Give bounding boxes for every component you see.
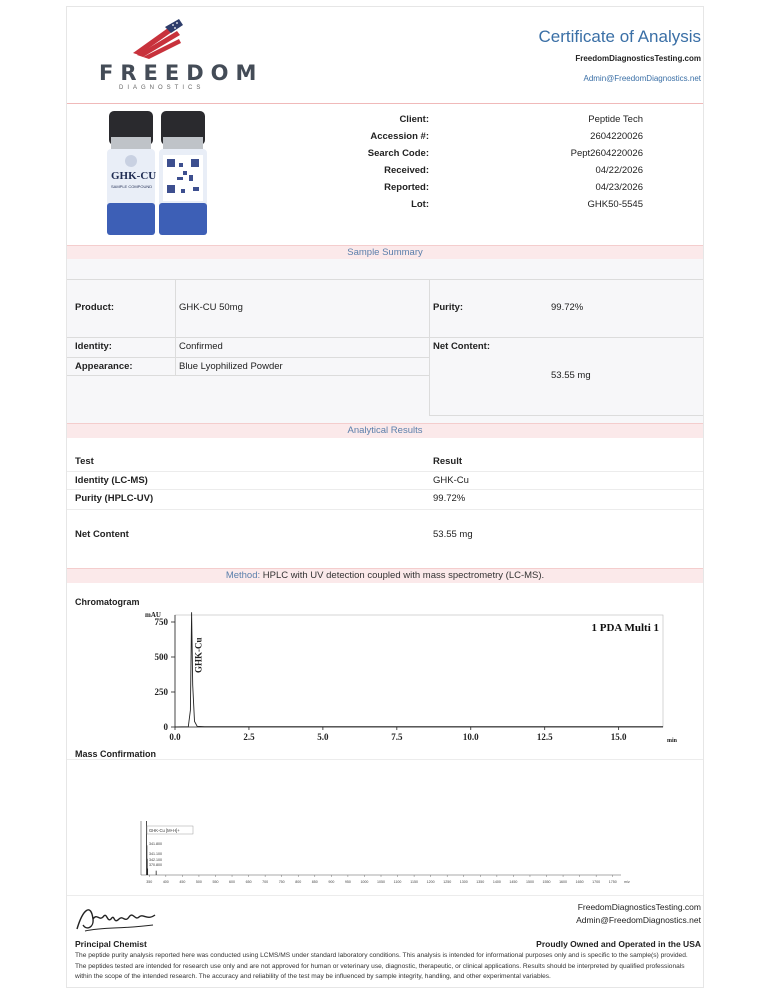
- info-value-5: GHK50-5545: [587, 199, 643, 210]
- mass-peak-label-1: 341.100: [149, 852, 162, 856]
- chrom-xtick-label-4: 10.0: [462, 732, 479, 742]
- mass-peak-label-2: 342.100: [149, 858, 162, 862]
- flag-wing-logo-icon: [127, 17, 187, 59]
- info-label-3: Received:: [384, 165, 429, 176]
- appearance-label: Appearance:: [75, 361, 133, 372]
- method-band: [67, 568, 703, 583]
- info-label-4: Reported:: [384, 182, 429, 193]
- mass-xtick-label-27: 1700: [592, 880, 601, 884]
- mass-peak-label-0: 341.800: [149, 842, 162, 846]
- info-label-2: Search Code:: [367, 148, 429, 159]
- chrom-xtick-label-3: 7.5: [391, 732, 403, 742]
- info-value-0: Peptide Tech: [588, 114, 643, 125]
- footer-website[interactable]: FreedomDiagnosticsTesting.com: [577, 902, 701, 912]
- mass-xtick-label-1: 400: [162, 880, 169, 884]
- mass-xtick-label-12: 950: [344, 880, 351, 884]
- mass-xtick-label-7: 700: [262, 880, 269, 884]
- chrom-ytick-label-2: 500: [154, 652, 168, 662]
- signature-image: [73, 899, 159, 939]
- results-test-2: Purity (HPLC-UV): [75, 493, 154, 504]
- brand-subtitle: DIAGNOSTICS: [119, 85, 205, 91]
- chrom-xtick-label-6: 15.0: [610, 732, 627, 742]
- mass-spectrum-chart: [123, 815, 635, 885]
- chrom-ytick-label-0: 0: [163, 722, 168, 732]
- mass-xtick-label-24: 1550: [542, 880, 551, 884]
- results-table: [67, 437, 703, 567]
- purity-value: 99.72%: [551, 302, 584, 313]
- mass-xtick-label-15: 1100: [393, 880, 402, 884]
- info-value-4: 04/23/2026: [595, 182, 643, 193]
- mass-xtick-label-4: 550: [212, 880, 219, 884]
- chrom-xtick-label-0: 0.0: [169, 732, 181, 742]
- chrom-xtick-label-2: 5.0: [317, 732, 329, 742]
- disclaimer: The peptide purity analysis reported here was conducted using LCMS/MS under standard laboratory conditions. This analysis is intended for informational purposes only and is specific to the sample(s) provided. The peptides tested are intended for research use only and are not approved for human or veterinary use, diagnostic, therapeutic, or clinical applications. Results should be interpreted by qualified professionals within the scope of the intended research. The accuracy and reliability of the test may be influenced by sample integrity, handling, and other experimental variables.: [75, 952, 688, 980]
- info-label-5: Lot:: [411, 199, 429, 210]
- net-content-label: Net Content:: [433, 341, 490, 352]
- chrom-ytick-label-3: 750: [154, 617, 168, 627]
- results-test-1: Identity (LC-MS): [75, 475, 148, 486]
- results-result-3: 53.55 mg: [433, 529, 473, 540]
- product-label: Product:: [75, 302, 115, 313]
- certificate-page: [66, 6, 704, 988]
- header-email[interactable]: Admin@FreedomDiagnostics.net: [583, 74, 701, 83]
- method-text: HPLC with UV detection coupled with mass spectrometry (LC-MS).: [262, 570, 545, 581]
- analytical-results-band: [67, 423, 703, 438]
- mass-xtick-label-26: 1650: [575, 880, 584, 884]
- chrom-xtick-label-5: 12.5: [536, 732, 553, 742]
- appearance-value: Blue Lyophilized Powder: [179, 361, 283, 372]
- brand-wordmark: FREEDOM: [99, 61, 264, 85]
- method-label: Method:: [225, 570, 261, 581]
- sample-summary-heading: Sample Summary: [347, 247, 423, 258]
- mass-xtick-label-11: 900: [328, 880, 335, 884]
- vial-sub-label: SAMPLE COMPOUND: [111, 184, 153, 189]
- net-content-value: 53.55 mg: [551, 370, 591, 381]
- mass-xtick-label-9: 800: [295, 880, 302, 884]
- mass-xtick-label-16: 1150: [410, 880, 418, 884]
- results-result-1: GHK-Cu: [433, 475, 469, 486]
- chrom-peak-label: GHK-Cu: [193, 637, 204, 673]
- chrom-ylabel: mAU: [145, 611, 161, 619]
- chrom-xlabel: min: [667, 738, 678, 744]
- info-value-1: 2604220026: [590, 131, 643, 142]
- info-label-0: Client:: [399, 114, 429, 125]
- sample-summary-band: [67, 245, 703, 260]
- mass-xtick-label-21: 1400: [492, 880, 501, 884]
- principal-chemist-label: Principal Chemist: [75, 939, 147, 949]
- purity-label: Purity:: [433, 302, 464, 313]
- header-website[interactable]: FreedomDiagnosticsTesting.com: [575, 54, 701, 63]
- mass-xtick-label-3: 500: [195, 880, 202, 884]
- chrom-ytick-label-1: 250: [154, 687, 168, 697]
- chrom-plot-frame: [175, 615, 663, 727]
- mass-xunit: m/z: [624, 880, 630, 884]
- mass-confirmation-label: Mass Confirmation: [75, 749, 157, 759]
- mass-xtick-label-20: 1350: [476, 880, 485, 884]
- identity-label: Identity:: [75, 341, 112, 352]
- document-title: Certificate of Analysis: [538, 27, 701, 46]
- mass-xtick-label-28: 1750: [608, 880, 617, 884]
- mass-xtick-label-2: 450: [179, 880, 186, 884]
- footer-tagline: Proudly Owned and Operated in the USA: [536, 939, 701, 949]
- results-col-test: Test: [75, 456, 94, 467]
- identity-value: Confirmed: [179, 341, 223, 352]
- chrom-title: 1 PDA Multi 1: [591, 622, 659, 634]
- mass-xtick-label-14: 1050: [377, 880, 385, 884]
- product-value: GHK-CU 50mg: [179, 302, 243, 313]
- mass-xtick-label-13: 1000: [360, 880, 369, 884]
- mass-annotation: GHK-Cu [M+H]+: [149, 828, 180, 833]
- mass-xtick-label-22: 1450: [509, 880, 518, 884]
- footer-email[interactable]: Admin@FreedomDiagnostics.net: [576, 915, 701, 925]
- mass-xtick-label-23: 1500: [525, 880, 534, 884]
- mass-xtick-label-25: 1600: [559, 880, 568, 884]
- sample-info: [309, 111, 703, 221]
- mass-peak-label-3: 370.800: [149, 863, 162, 867]
- mass-xtick-label-8: 750: [278, 880, 285, 884]
- header-divider: [67, 103, 703, 104]
- mass-xtick-label-19: 1300: [459, 880, 468, 884]
- results-result-2: 99.72%: [433, 493, 466, 504]
- vial-label: GHK-CU: [111, 170, 157, 182]
- analytical-results-heading: Analytical Results: [347, 425, 423, 436]
- info-value-2: Pept2604220026: [570, 148, 643, 159]
- chrom-xtick-label-1: 2.5: [243, 732, 255, 742]
- chromatogram-chart: [107, 605, 701, 745]
- chromatogram-label: Chromatogram: [75, 597, 140, 607]
- mass-xtick-label-0: 350: [146, 880, 153, 884]
- mass-xtick-label-6: 650: [245, 880, 252, 884]
- mass-xtick-label-10: 850: [311, 880, 318, 884]
- info-value-3: 04/22/2026: [595, 165, 643, 176]
- chrom-trace: [175, 612, 663, 727]
- results-test-3: Net Content: [75, 529, 129, 540]
- mass-xtick-label-18: 1250: [443, 880, 452, 884]
- info-label-1: Accession #:: [370, 131, 429, 142]
- results-col-result: Result: [433, 456, 463, 467]
- mass-xtick-label-17: 1200: [426, 880, 435, 884]
- summary-grid: [67, 259, 703, 423]
- mass-xtick-label-5: 600: [229, 880, 236, 884]
